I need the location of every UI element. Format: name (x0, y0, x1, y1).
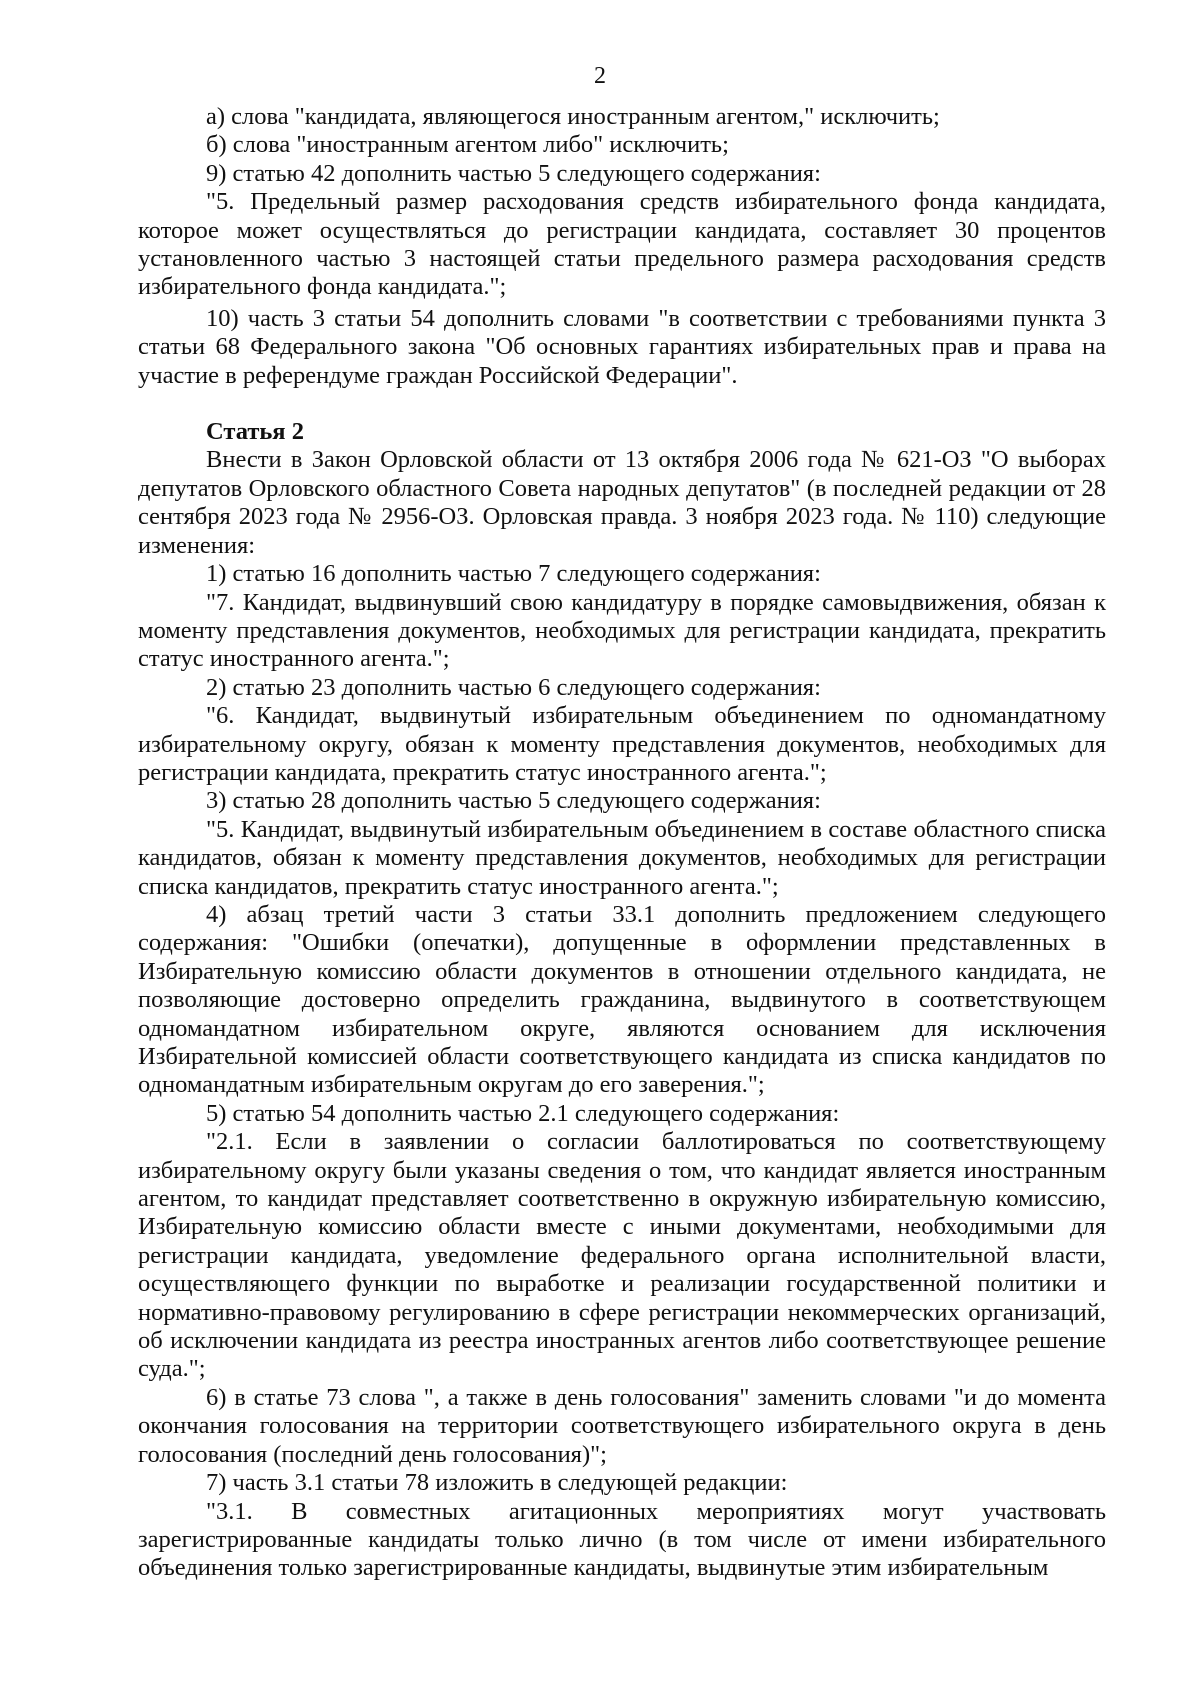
paragraph-quote-16-7: "7. Кандидат, выдвинувший свою кандидатуру в порядке самовыдвижения, обязан к моменту представления документов, необходимых для регистрации кандидата, прекратить статус иностранного агента."; (138, 588, 1106, 673)
paragraph-quote-78-3-1: "3.1. В совместных агитационных мероприятиях могут участвовать зарегистрированные кандидаты только лично (в том числе от имени избирательного объединения только зарегистрированные кандидаты, выдвинутые этим избирательным (138, 1497, 1106, 1582)
paragraph-item-6: 6) в статье 73 слова ", а также в день голосования" заменить словами "и до момента окончания голосования на территории соответствующего избирательного округа в день голосования (последний день голосования)"; (138, 1383, 1106, 1468)
article-heading: Статья 2 (206, 418, 304, 446)
paragraph-item-10: 10) часть 3 статьи 54 дополнить словами "в соответствии с требованиями пункта 3 статьи 68 Федерального закона "Об основных гарантиях избирательных прав и права на участие в референдуме граждан Российской Федерации". (138, 304, 1106, 389)
paragraph-item-4: 4) абзац третий части 3 статьи 33.1 дополнить предложением следующего содержания: "Ошибки (опечатки), допущенные в оформлении представленных в Избирательную комиссию области документов в отношении отдельного кандидата, не позволяющие достоверно определить гражданина, выдвинутого в соответствующем одномандатном избирательном округе, являются основанием для исключения Избирательной комиссией области соответствующего кандидата из списка кандидатов по одномандатным избирательным округам до его заверения."; (138, 900, 1106, 1099)
paragraph-b: б) слова "иностранным агентом либо" исключить; (206, 131, 729, 159)
document-body (138, 103, 1106, 1583)
paragraph-quote-28-5: "5. Кандидат, выдвинутый избирательным объединением в составе областного списка кандидатов, обязан к моменту представления документов, необходимых для регистрации списка кандидатов, прекратить статус иностранного агента."; (138, 815, 1106, 900)
paragraph-a: а) слова "кандидата, являющегося иностранным агентом," исключить; (206, 103, 940, 130)
paragraph-quote-54-2-1: "2.1. Если в заявлении о согласии баллотироваться по соответствующему избирательному округу были указаны сведения о том, что кандидат является иностранным агентом, то кандидат представляет соответственно в окружную избирательную комиссию, Избирательную комиссию области вместе с иными документами, необходимыми для регистрации кандидата, уведомление федерального органа исполнительной власти, осуществляющего функции по выработке и реализации государственной политики и нормативно-правовому регулированию в сфере регистрации некоммерческих организаций, об исключении кандидата из реестра иностранных агентов либо соответствующее решение суда."; (138, 1128, 1106, 1383)
paragraph-item-9: 9) статью 42 дополнить частью 5 следующего содержания: (206, 159, 821, 187)
paragraph-article-2-intro: Внести в Закон Орловской области от 13 октября 2006 года № 621-ОЗ "О выборах депутатов Орловского областного Совета народных депутатов" (в последней редакции от 28 сентября 2023 года № 2956-ОЗ. Орловская правда. 3 ноября 2023 года. № 110) следующие изменения: (138, 446, 1106, 559)
paragraph-quote-42-5: "5. Предельный размер расходования средств избирательного фонда кандидата, которое может осуществляться до регистрации кандидата, составляет 30 процентов установленного частью 3 настоящей статьи предельного размера расходования средств избирательного фонда кандидата."; (138, 188, 1106, 301)
paragraph-item-2: 2) статью 23 дополнить частью 6 следующего содержания: (206, 673, 821, 701)
page-number: 2 (594, 63, 606, 89)
paragraph-quote-23-6: "6. Кандидат, выдвинутый избирательным объединением по одномандатному избирательному округу, обязан к моменту представления документов, необходимых для регистрации кандидата, прекратить статус иностранного агента."; (138, 702, 1106, 786)
paragraph-item-5: 5) статью 54 дополнить частью 2.1 следующего содержания: (206, 1099, 840, 1127)
paragraph-item-1: 1) статью 16 дополнить частью 7 следующего содержания: (206, 560, 821, 588)
paragraph-item-7: 7) часть 3.1 статьи 78 изложить в следующей редакции: (206, 1469, 788, 1497)
paragraph-item-3: 3) статью 28 дополнить частью 5 следующего содержания: (206, 787, 821, 815)
